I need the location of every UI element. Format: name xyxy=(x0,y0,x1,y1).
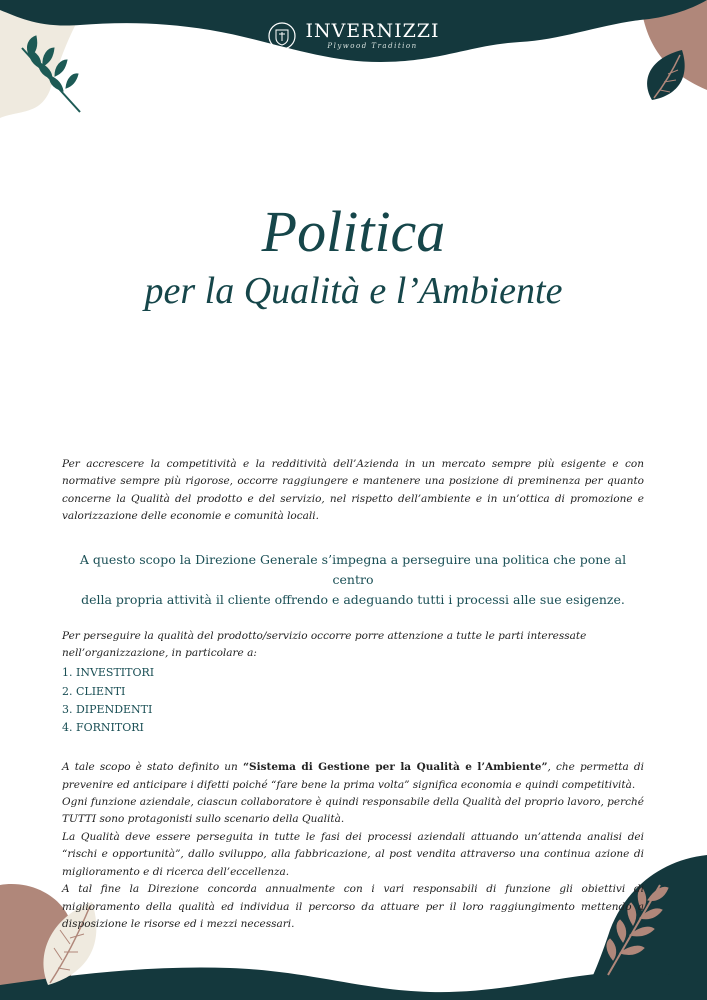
brand-name: INVERNIZZI xyxy=(305,20,440,42)
brand xyxy=(305,20,439,51)
management-system-section xyxy=(62,759,644,933)
paragraph: Ogni funzione aziendale, ciascun collaboratore è quindi responsabile della Qualità del proprio lavoro, perché TUTTI sono protagonisti sullo scenario della Qualità. xyxy=(62,796,644,826)
list-item: 4. FORNITORI xyxy=(62,721,144,735)
list-item: 3. DIPENDENTI xyxy=(62,702,153,716)
page-title: Politica xyxy=(261,199,446,264)
list-item: 2. CLIENTI xyxy=(62,684,126,698)
crest-icon xyxy=(267,21,297,51)
system-text-before: A tale scopo è stato definito un xyxy=(62,761,243,774)
list-item: 1. INVESTITORI xyxy=(62,666,155,680)
commitment-line: A questo scopo la Direzione Generale s’impegna a perseguire una politica che pone al centro xyxy=(79,551,627,587)
stakeholders-intro: Per perseguire la qualità del prodotto/servizio occorre porre attenzione a tutte le parti interessate nell’organizzazione, in particolare a: xyxy=(62,629,587,660)
header-logo xyxy=(0,20,707,51)
system-name: “Sistema di Gestione per la Qualità e l’Ambiente” xyxy=(242,761,548,774)
stakeholders-list xyxy=(62,664,644,737)
page-subtitle: per la Qualità e l’Ambiente xyxy=(144,270,563,312)
intro-paragraph: Per accrescere la competitività e la redditività dell’Azienda in un mercato sempre più esigente e con normative sempre più rigorose, occorre raggiungere e mantenere una posizione di preminenza per quanto concerne la Qualità del prodotto e del servizio, nel rispetto dell’ambiente e in un’ottica di promozione e valorizzazione delle economie e comunità locali. xyxy=(62,458,644,523)
top-right-leaf xyxy=(647,50,685,100)
brand-tagline: Plywood Tradition xyxy=(327,42,418,50)
paragraph: A tal fine la Direzione concorda annualmente con i vari responsabili di funzione gli obiettivi di miglioramento della qualità ed individua il percorso da attuare per il loro raggiungimento mettendo a disposizione le risorse ed i mezzi necessari. xyxy=(62,883,644,930)
commitment-statement xyxy=(62,550,644,610)
policy-body xyxy=(62,456,644,933)
system-text-after: , che permetta di prevenire ed anticipare i difetti poiché “fare bene la prima volta” significa economia e quindi competitività. xyxy=(62,761,644,791)
commitment-line: della propria attività il cliente offrendo e adeguando tutti i processi alle sue esigenze. xyxy=(81,591,625,607)
system-paragraph xyxy=(62,759,644,794)
paragraph: La Qualità deve essere perseguita in tutte le fasi dei processi aziendali attuando un’attenda analisi dei “rischi e opportunità”, dallo sviluppo, alla fabbricazione, al post vendita attraverso una continua azione di miglioramento e di ricerca dell’eccellenza. xyxy=(62,830,644,878)
